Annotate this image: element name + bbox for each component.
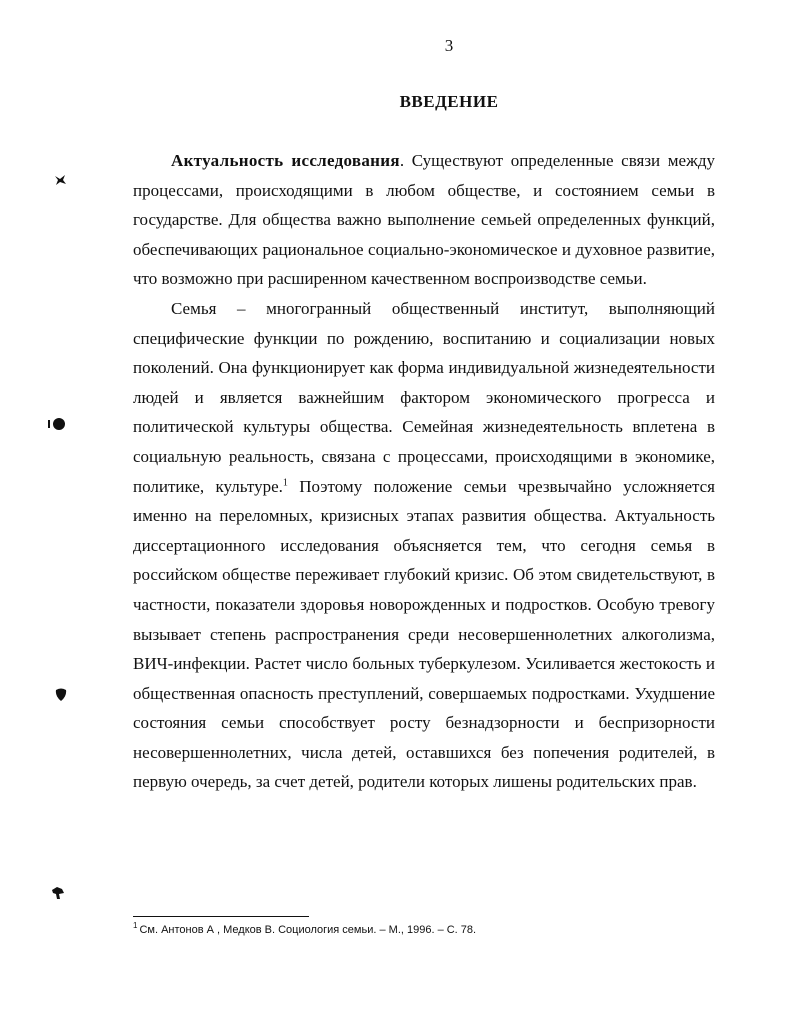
footnote	[133, 922, 733, 938]
page-number: 3	[444, 36, 454, 55]
scan-blot-icon	[54, 688, 68, 702]
scan-blot-icon	[51, 886, 65, 900]
paragraph-2	[133, 294, 715, 797]
footnote-reference[interactable]: 1	[282, 476, 288, 488]
footnote-number: 1	[133, 921, 138, 931]
page-title: ВВЕДЕНИЕ	[399, 92, 499, 111]
body-text	[133, 146, 715, 797]
paragraph-1-text: . Существуют определенные связи между процессами, происходящими в любом обществе, и состоянием семьи в государстве. Для общества важно выполнение семьей определенных функций, обеспечивающих рациональное социально-экономическое и духовное развитие, что возможно при расширенном качественном воспроизводстве семьи.	[133, 151, 715, 289]
paragraph-2-text-a: Семья – многогранный общественный институт, выполняющий специфические функции по рождению, воспитанию и социализации новых поколений. Она функционирует как форма индивидуальной жизнедеятельности людей и является важнейшим фактором экономического прогресса и политической культуры общества. Семейная жизнедеятельность вплетена в социальную реальность, связана с процессами, происходящими в экономике, политике, культуре.	[133, 298, 715, 496]
paragraph-1	[133, 146, 715, 294]
footnote-divider	[133, 916, 309, 917]
scan-blot-icon	[47, 417, 67, 431]
paragraph-lead: Актуальность исследования	[171, 151, 400, 170]
footnote-text: См. Антонов А , Медков В. Социология семьи. – М., 1996. – С. 78.	[139, 924, 477, 936]
paragraph-2-text-b: Поэтому положение семьи чрезвычайно усложняется именно на переломных, кризисных этапах развития общества. Актуальность диссертационного исследования объясняется тем, что сегодня семья в российском обществе переживает глубокий кризис. Об этом свидетельствуют, в частности, показатели здоровья новорожденных и подростков. Особую тревогу вызывает степень распространения среди несовершеннолетних алкоголизма, ВИЧ-инфекции. Растет число больных туберкулезом. Усиливается жестокость и общественная опасность преступлений, совершаемых подростками. Ухудшение состояния семьи способствует росту безнадзорности и беспризорности несовершеннолетних, числа детей, оставшихся без попечения родителей, в первую очередь, за счет детей, родители которых лишены родительских прав.	[133, 476, 715, 792]
scan-blot-icon	[53, 173, 67, 187]
